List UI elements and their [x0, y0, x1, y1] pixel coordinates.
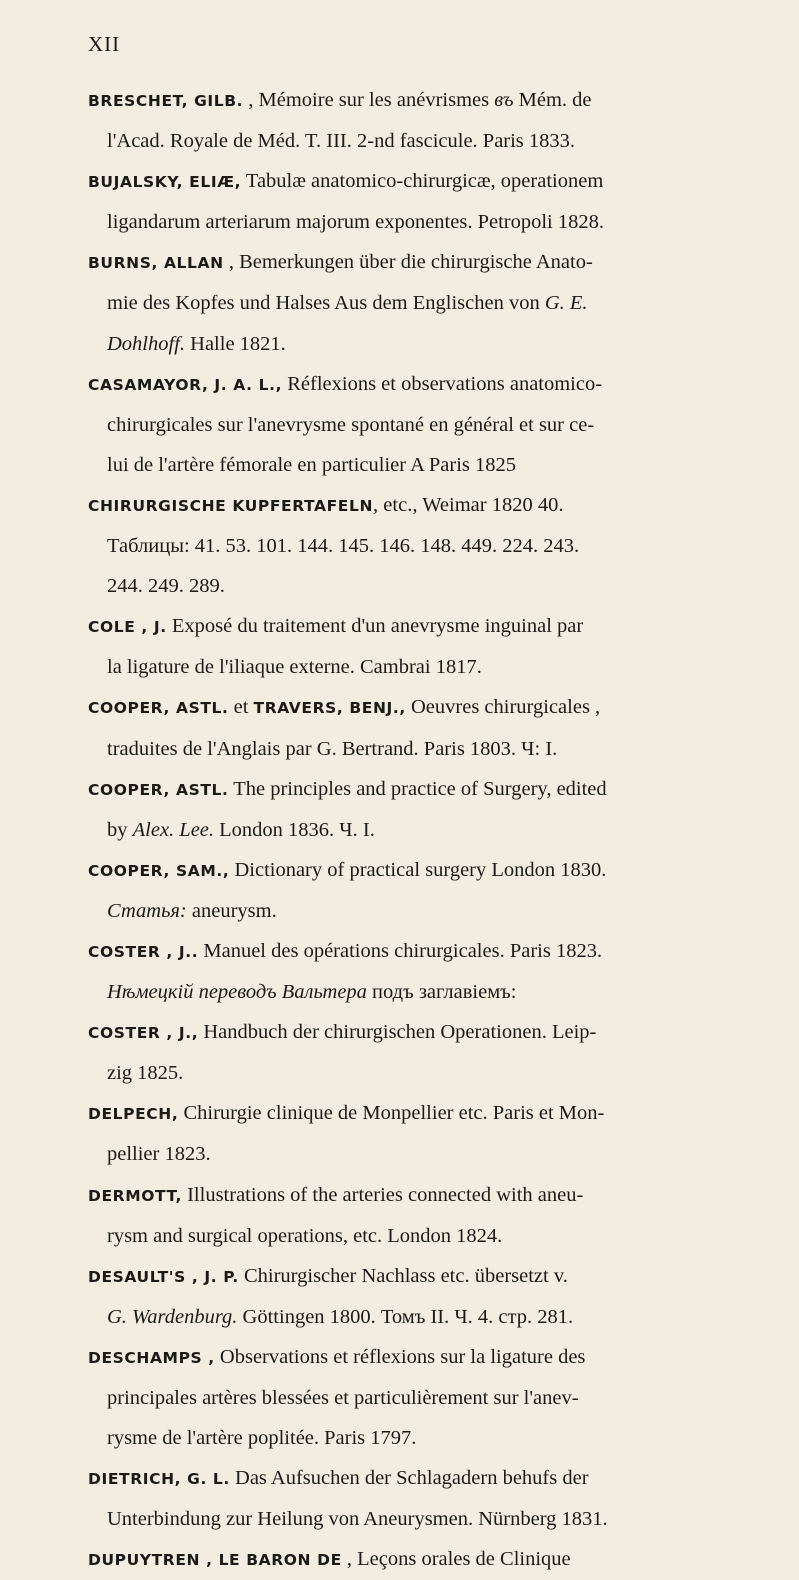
entry-line [88, 566, 783, 606]
entry-text: Göttingen 1800. Томъ II. Ч. 4. стр. 281. [237, 1305, 574, 1328]
entry-line [88, 445, 783, 485]
bibliography-entry [88, 161, 783, 242]
bibliography-entry [88, 485, 783, 606]
entry-text: zig 1825. [107, 1062, 184, 1085]
author-name: DIETRICH, G. L. [88, 1470, 230, 1489]
entry-text: by [107, 818, 133, 841]
entry-text: Halle 1821. [185, 332, 286, 355]
author-name: DESAULT'S , J. P. [88, 1267, 239, 1286]
author-name: BUJALSKY, ELIÆ, [88, 173, 242, 192]
author-name: BURNS, ALLAN [88, 254, 224, 273]
author-name: BRESCHET, GILB. [88, 92, 244, 110]
author-name: COSTER , J.. [88, 942, 199, 961]
entry-text: London 1836. Ч. I. [214, 818, 375, 841]
italic-text: Нѣмецкій переводъ Вальтера [107, 981, 367, 1004]
author-name: COLE , J. [88, 618, 167, 637]
entry-line [88, 1499, 783, 1539]
author-name: CHIRURGISCHE KUPFERTAFELN [88, 496, 374, 515]
entry-line [88, 1539, 783, 1580]
author-name: DERMOTT, [88, 1186, 182, 1205]
entry-line [88, 1053, 783, 1093]
entry-line [88, 1297, 783, 1337]
entry-line [88, 1093, 783, 1134]
page-number: XII [88, 32, 121, 56]
entry-text: , Bemerkungen über die chirurgische Anato- [223, 251, 593, 274]
author-name: DELPECH, [88, 1105, 179, 1124]
entry-line [88, 242, 783, 283]
bibliography-entry [88, 687, 783, 768]
entry-line [88, 121, 783, 161]
entry-text: Illustrations of the arteries connected with aneu- [181, 1183, 584, 1206]
entry-line [88, 1337, 783, 1378]
entry-text: mie des Kopfes und Halses Aus dem Englischen von [107, 292, 545, 315]
entry-text: pellier 1823. [107, 1143, 211, 1166]
entry-line [88, 1175, 783, 1216]
entry-text: Dictionary of practical surgery London 1830. [229, 858, 607, 881]
bibliography-entry [88, 1175, 783, 1256]
entry-text: principales artères blessées et particulièrement sur l'anev- [107, 1387, 579, 1409]
entry-text: traduites de l'Anglais par G. Bertrand. Paris 1803. Ч: I. [107, 737, 558, 760]
entry-line [88, 1378, 783, 1418]
bibliography-entry [88, 931, 783, 1012]
author-name: DESCHAMPS , [88, 1348, 215, 1367]
entry-text: Das Aufsuchen der Schlagadern behufs der [229, 1467, 589, 1490]
entry-text: la ligature de l'iliaque externe. Cambrai 1817. [107, 656, 482, 679]
italic-text: G. E. [544, 292, 588, 315]
entry-text: chirurgicales sur l'anevrysme spontané en général et sur ce- [107, 413, 595, 436]
entry-line [88, 526, 783, 566]
entry-line [88, 1134, 783, 1174]
italic-text: Dohlhoff. [107, 332, 186, 355]
bibliography-entry [88, 80, 783, 161]
bibliography-entry [88, 1337, 783, 1458]
entry-text: Exposé du traitement d'un anevrysme inguinal par [166, 615, 584, 638]
entry-text: , etc., Weimar 1820 40. [373, 493, 564, 516]
entry-text: Mém. de [513, 89, 592, 111]
entry-line [88, 729, 783, 769]
entry-line [88, 972, 783, 1012]
italic-text: Статья: [107, 899, 187, 922]
bibliography-entry [88, 1012, 783, 1093]
entry-line [88, 810, 783, 850]
bibliography-entry [88, 242, 783, 363]
entry-text: Chirurgie clinique de Monpellier etc. Paris et Mon- [178, 1102, 605, 1125]
entry-text: et [228, 696, 254, 719]
author-name: COSTER , J., [88, 1024, 199, 1043]
bibliography-entry [88, 850, 783, 931]
bibliography-entry [88, 1256, 783, 1337]
entry-line [88, 769, 783, 810]
entry-line [88, 931, 783, 972]
entry-line [88, 405, 783, 445]
entry-text: Réflexions et observations anatomico- [282, 372, 603, 395]
author-name: COOPER, ASTL. [88, 780, 229, 799]
bibliography-list [88, 80, 783, 1580]
entry-text: 244. 249. 289. [107, 575, 225, 598]
author-name: DUPUYTREN , LE BARON DE [88, 1551, 342, 1570]
entry-line [88, 1216, 783, 1256]
entry-text: rysme de l'artère poplitée. Paris 1797. [107, 1427, 417, 1450]
entry-line [88, 324, 783, 364]
entry-text: rysm and surgical operations, etc. London 1824. [107, 1224, 503, 1247]
author-name: COOPER, ASTL. [88, 699, 229, 718]
entry-line [88, 1012, 783, 1053]
entry-text: l'Acad. Royale de Méd. T. III. 2-nd fascicule. Paris 1833. [107, 130, 576, 153]
author-name: TRAVERS, BENJ., [253, 699, 406, 718]
entry-line [88, 283, 783, 323]
bibliography-entry [88, 364, 783, 485]
entry-text: Handbuch der chirurgischen Operationen. Leip- [198, 1021, 597, 1044]
entry-text: Oeuvres chirurgicales , [405, 696, 601, 719]
entry-line [88, 687, 783, 728]
entry-text: Таблицы: 41. 53. 101. 144. 145. 146. 148. 449. 224. 243. [107, 535, 580, 558]
bibliography-entry [88, 1093, 783, 1174]
entry-line [88, 161, 783, 202]
entry-line [88, 850, 783, 891]
entry-text: Manuel des opérations chirurgicales. Paris 1823. [198, 939, 603, 962]
bibliography-entry [88, 1458, 783, 1539]
italic-text: въ [494, 89, 514, 111]
entry-line [88, 485, 783, 526]
entry-text: , Leçons orales de Clinique [341, 1548, 571, 1571]
entry-text: , Mémoire sur les anévrismes [243, 89, 495, 111]
entry-text: Tabulæ anatomico-chirurgicæ, operationem [241, 170, 604, 193]
entry-text: Chirurgischer Nachlass etc. übersetzt v. [238, 1264, 568, 1287]
entry-text: The principles and practice of Surgery, edited [228, 777, 607, 800]
author-name: COOPER, SAM., [88, 861, 230, 880]
author-name: CASAMAYOR, J. A. L., [88, 375, 283, 394]
entry-text: lui de l'artère fémorale en particulier A Paris 1825 [107, 453, 516, 476]
entry-text: подъ заглавіемъ: [366, 981, 517, 1004]
entry-line [88, 80, 783, 121]
bibliography-entry [88, 606, 783, 687]
italic-text: G. Wardenburg. [107, 1305, 238, 1328]
entry-text: Unterbindung zur Heilung von Aneurysmen. Nürnberg 1831. [107, 1508, 608, 1531]
entry-line [88, 202, 783, 242]
bibliography-entry [88, 769, 783, 850]
entry-line [88, 606, 783, 647]
entry-text: aneurysm. [186, 899, 277, 922]
entry-line [88, 891, 783, 931]
italic-text: Alex. Lee. [132, 818, 215, 841]
entry-text: Observations et réflexions sur la ligature des [214, 1345, 586, 1368]
bibliography-entry [88, 1539, 783, 1580]
entry-text: ligandarum arteriarum majorum exponentes. Petropoli 1828. [107, 211, 604, 234]
entry-line [88, 647, 783, 687]
entry-line [88, 1458, 783, 1499]
entry-line [88, 1418, 783, 1458]
entry-line [88, 364, 783, 405]
entry-line [88, 1256, 783, 1297]
